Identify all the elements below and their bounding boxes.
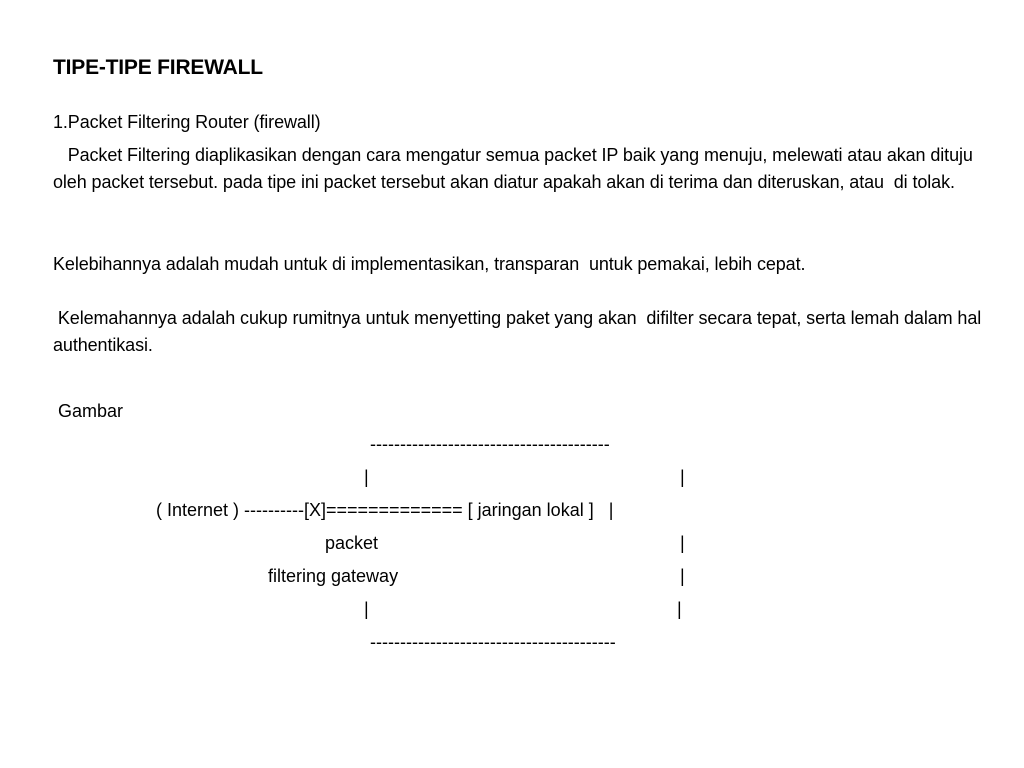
diagram-packet-label: packet — [325, 533, 379, 553]
diagram-right-pipe: | — [680, 566, 685, 586]
diagram-main-line: ( Internet ) ----------[X]============= [ jaringan lokal ] | — [156, 500, 614, 520]
diagram-right-pipe: | — [677, 599, 682, 619]
diagram-right-pipe: | — [680, 467, 685, 487]
diagram-left-pipe: | — [364, 467, 369, 487]
paragraph-description: Packet Filtering diaplikasikan dengan cara mengatur semua packet IP baik yang menuju, melewati atau akan dituju oleh packet tersebut. pada tipe ini packet tersebut akan diatur apakah akan di terima dan diteruskan, atau di tolak. — [53, 145, 978, 192]
diagram-right-pipe: | — [680, 533, 685, 553]
diagram-bottom-border: ----------------------------------------- — [370, 632, 616, 652]
diagram-top-border: ---------------------------------------- — [370, 434, 610, 454]
slide-title: TIPE-TIPE FIREWALL — [53, 56, 263, 79]
section-heading: 1.Packet Filtering Router (firewall) — [53, 112, 321, 132]
diagram-left-pipe: | — [364, 599, 369, 619]
diagram-gateway-label: filtering gateway — [268, 566, 399, 586]
paragraph-advantages: Kelebihannya adalah mudah untuk di implementasikan, transparan untuk pemakai, lebih cepat. — [53, 254, 806, 274]
diagram-label: Gambar — [58, 401, 124, 421]
paragraph-disadvantages: Kelemahannya adalah cukup rumitnya untuk menyetting paket yang akan difilter secara tepat, serta lemah dalam hal authentikasi. — [53, 308, 987, 355]
